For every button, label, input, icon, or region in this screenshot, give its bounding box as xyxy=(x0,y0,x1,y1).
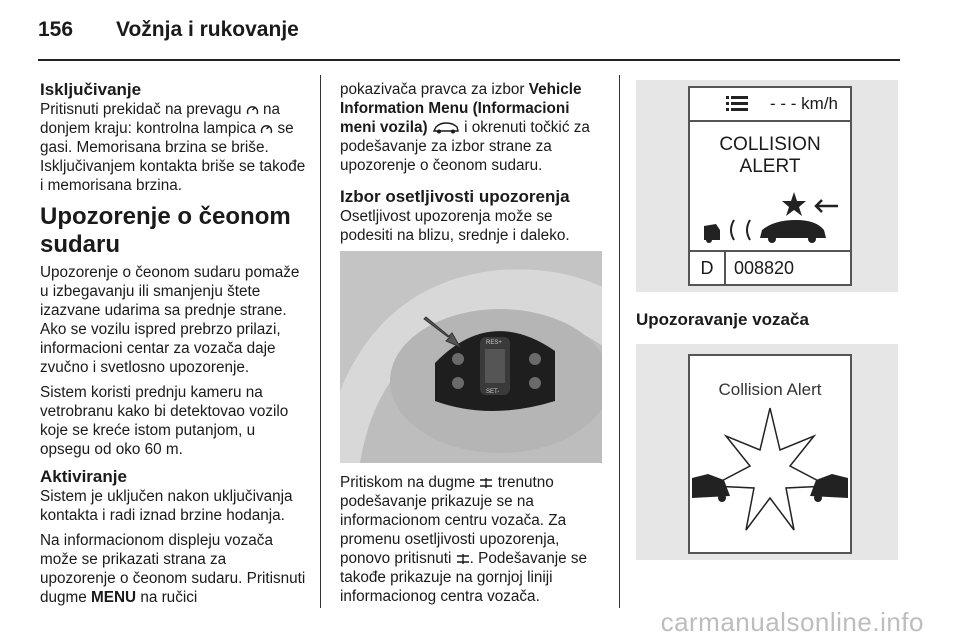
vehicle-info-menu-label: Vehicle Information Menu (Informacioni meni vozila) xyxy=(340,81,582,136)
cruise-control-icon xyxy=(260,123,273,135)
text: trenutno podešavanje prikazuje se na informacionom centru vozača. Za promenu osetljivosti upozorenja, ponovo pritisnuti xyxy=(340,474,567,567)
text: . Podešavanje se takođe prikazuje na gornjoj liniji informacionog centra vozača. xyxy=(340,550,588,605)
alert-line-2: ALERT xyxy=(739,156,801,177)
collision-alert-text xyxy=(690,134,850,178)
paragraph-activation-1: Sistem je uključen nakon uključivanja kontakta i radi iznad brzine hodanja. xyxy=(40,488,293,524)
paragraph-camera: Sistem koristi prednju kameru na vetrobranu kako bi detektovao vozilo koje se kreće istom putanjom, u opsegu od oko 60 m. xyxy=(40,384,289,458)
column-1 xyxy=(40,80,306,613)
text: na donjem kraju: kontrolna lampica xyxy=(40,101,281,137)
text: pokazivača pravca za izbor xyxy=(340,81,525,98)
text: se gasi. Memorisana brzina se briše. Isključivanjem kontakta briše se takođe i memorisana brzina. xyxy=(40,120,306,194)
column-3 xyxy=(636,80,906,560)
chapter-title: Vožnja i rukovanje xyxy=(116,18,299,41)
list-menu-icon xyxy=(726,96,748,112)
page-number: 156 xyxy=(38,18,74,41)
section-heading-driver-warning: Upozoravanje vozača xyxy=(636,310,809,329)
section-heading-off: Isključivanje xyxy=(40,80,142,99)
odometer-value: 008820 xyxy=(734,258,795,278)
column-divider xyxy=(619,75,620,608)
collision-graphic-icon xyxy=(698,188,842,244)
sensitivity-icon xyxy=(479,477,493,489)
driver-info-display xyxy=(688,86,852,286)
column-divider xyxy=(320,75,321,608)
section-heading-sensitivity: Izbor osetljivosti upozorenja xyxy=(340,187,570,206)
paragraph-sensitivity: Osetljivost upozorenja može se podesiti na blizu, srednje i daleko. xyxy=(340,208,570,244)
column-2 xyxy=(340,80,608,612)
vehicle-info-icon xyxy=(432,122,460,134)
steering-wheel-photo xyxy=(340,251,602,463)
steering-wheel-illustration xyxy=(340,251,602,463)
text: Na informacionom displeju vozača može se prikazati strana za upozorenje o čeonom sudaru. Pritisnuti dugme xyxy=(40,532,306,606)
speed-readout: - - - km/h xyxy=(770,94,838,113)
set-label: SET- xyxy=(486,389,500,395)
alert-line-1: COLLISION xyxy=(719,134,821,155)
text: Pritiskom na dugme xyxy=(340,474,476,491)
res-label: RES+ xyxy=(486,340,502,346)
card-title: Collision Alert xyxy=(718,380,822,399)
collision-burst-icon xyxy=(690,400,850,540)
header-rule xyxy=(38,59,900,61)
watermark: carmanualsonline.info xyxy=(660,607,924,637)
page-header xyxy=(38,18,299,42)
text: na ručici xyxy=(140,589,198,606)
paragraph-press xyxy=(340,473,608,606)
paragraph-activation-2 xyxy=(40,531,306,607)
display-top-row xyxy=(690,88,850,122)
section-heading-activation: Aktiviranje xyxy=(40,467,127,486)
section-heading-main: Upozorenje o čeonom sudaru xyxy=(40,203,291,258)
paragraph-intro: Upozorenje o čeonom sudaru pomaže u izbegavanju ili smanjenju štete izazvane udarima sa prednje strane. Ako se vozilu ispred prebrzo prilazi, informacioni centar za vozača daje zvučno i svetlosno upozorenje. xyxy=(40,264,300,376)
text: i okrenuti točkić za podešavanje za izbor strane za upozorenje o čeonom sudaru. xyxy=(340,119,590,174)
cruise-control-icon xyxy=(246,104,259,116)
display-bottom-row xyxy=(690,250,850,284)
menu-label: MENU xyxy=(91,589,137,606)
sensitivity-icon xyxy=(456,553,470,565)
dic-display-figure xyxy=(636,80,898,292)
collision-alert-figure xyxy=(636,344,898,560)
paragraph-continued xyxy=(340,80,608,175)
gear-indicator: D xyxy=(690,252,726,284)
text: Pritisnuti prekidač na prevagu xyxy=(40,101,242,118)
paragraph-off xyxy=(40,100,306,195)
collision-alert-card xyxy=(688,354,852,554)
